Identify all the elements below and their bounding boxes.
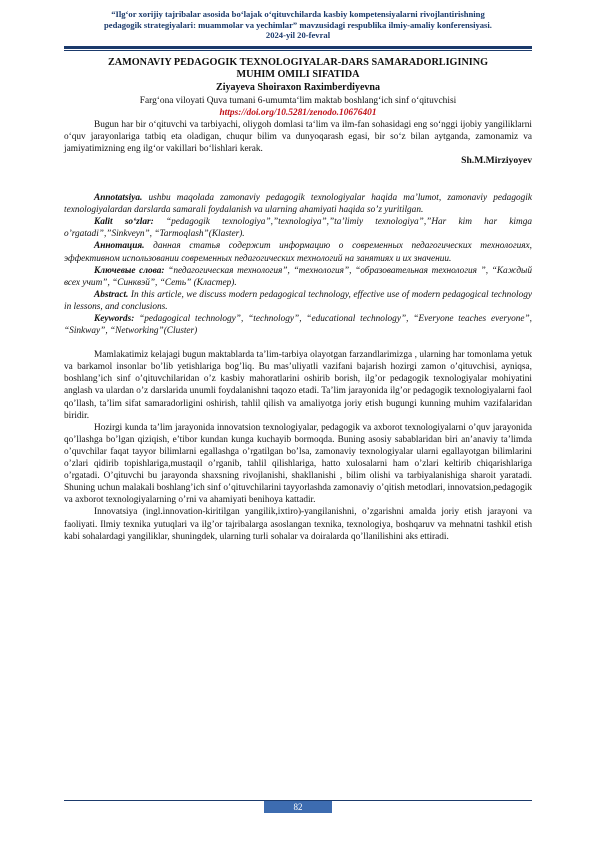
doi-line bbox=[64, 107, 532, 119]
keywords-uz-text: “pedagogik texnologiya”,”texnologiya”,”ta’limiy texnologiya”,”Har kim har kimga o’rgatadi”,”Sinkveyn”, “Tarmoqlash”(Klaster). bbox=[64, 217, 532, 240]
conference-header-date: 2024-yil 20-fevral bbox=[265, 30, 331, 40]
spacer bbox=[64, 337, 532, 349]
keywords-ru-text: “педагогическая технология”, “технология”, “образовательная технология ”, “Каждый всех учит”, “Синквэй”, “Сеть” (Кластер). bbox=[64, 265, 533, 288]
article-title bbox=[64, 57, 532, 81]
abstract-en-label: Abstract. bbox=[94, 289, 129, 300]
abstract-ru bbox=[64, 240, 532, 264]
epigraph-author: Sh.M.Mirziyoyev bbox=[461, 154, 532, 166]
conference-header-line-2: pedagogik strategiyalari: muammolar va yechimlar” mavzusidagi respublika ilmiy-amaliy konferensiyasi. bbox=[104, 19, 492, 30]
article-title-line-2: MUHIM OMILI SIFATIDA bbox=[236, 69, 360, 81]
article-author: Ziyayeva Shoiraxon Raximberdiyevna bbox=[216, 82, 380, 94]
page-footer bbox=[64, 800, 532, 814]
abstract-uz-text: ushbu maqolada zamonaviy pedagogik texnologiyalar haqida ma’lumot, zamonaviy pedagogik texnologiyalardan darslarda samarali foydalanish va ularning ahamiyati haqida so’z yuritilgan. bbox=[64, 193, 532, 216]
abstract-uz-label: Annotatsiya. bbox=[94, 193, 143, 204]
keywords-ru-label: Ключевые слова: bbox=[94, 265, 165, 276]
body-paragraph-1: Mamlakatimiz kelajagi bugun maktablarda ta’lim-tarbiya olayotgan farzandlarimizga , ularning har tomonlama yetuk va barkamol insonlar bo’lib yetishlariga bog’liq. Bu mas’uliyatli vazifani bajarish hozirgi zamon o’qituvchisi, ayniqsa, boshlang’ich sinf o’qituvchilaridan o’z kasbiy mahoratlarini oshirib borish, ilg’or pedagogik texnologiyalar mohiyatini anglash va ulardan o’z darslarida unumli foydalanishni taqozo etadi. Ta’lim jarayonida ilg’or pedagogik texnologiyalarni faol qo’llash, ta’lim sifat samaradorligini oshirish, tahlil qilish va amaliyotga joriy etish bugungi kunning muhim vazifalaridan biridir. bbox=[64, 350, 532, 421]
epigraph-text: Bugun har bir o‘qituvchi va tarbiyachi, oliygoh domlasi ta‘lim va ilm-fan sohasidagi eng so‘nggi ijobiy yangiliklarni o‘quv jarayonlariga tatbiq eta oladigan, chuqur bilim va dunyoqarash egasi, bir so‘z bilan aytganda, zamonamiz va jamiyatimizning eng ilg‘or vakillari bo‘lishlari kerak. bbox=[64, 119, 532, 154]
abstract-en-text: In this article, we discuss modern pedagogical technology, effective use of modern pedagogical technology in lessons, and conclusions. bbox=[64, 289, 532, 312]
author-affiliation: Farg‘ona viloyati Quva tumani 6-umumta‘lim maktab boshlang‘ich sinf o‘qituvchisi bbox=[139, 95, 457, 106]
keywords-en-label: Keywords: bbox=[94, 314, 135, 324]
article-title-line-1: ZAMONAVIY PEDAGOGIK TEXNOLOGIYALAR-DARS SAMARADORLIGINING bbox=[107, 57, 489, 68]
keywords-uz bbox=[64, 216, 532, 240]
doi-link[interactable]: https://doi.org/10.5281/zenodo.10676401 bbox=[219, 107, 377, 118]
abstract-uz bbox=[64, 192, 532, 216]
keywords-uz-label: Kalit so‘zlar: bbox=[94, 217, 154, 228]
keywords-en-text: “pedagogical technology”, “technology”, “educational technology”, “Everyone teaches everyone”, “Sinkway”, “Networking”(Cluster) bbox=[64, 314, 532, 337]
body-paragraph-2: Hozirgi kunda ta’lim jarayonida innovatsion texnologiyalar, pedagogik va axborot texnologiyalarni o’quv jarayonida qo’llashga bo’lgan qiziqish, e’tibor kundan kunga kuchayib bormoqda. Buning asosiy sabablaridan biri an’anaviy ta’limda o’quvchilar faqat tayyor bilimlarni egallashga o’rgatilgan bo’lsa, zamonaviy texnologiyalar ularni egallayotgan bilimlarini o’zlari qidirib topishlariga,mustaqil o’rganib, tahlil qilishlariga, hatto xulosalarni ham o’zlari keltirib chiqarishlariga o’rgatadi. O’qituvchi bu jarayonda shaxsning rivojlanishi, shakllanishi , bilim olishi va tarbiyalanishiga sharoit yaratadi. Shuning uchun malakali boshlang’ich sinf o’qituvchilarini tayyorlashda zamonaviy o’qitish metodlari, innovatsion,pedagogik va axborot texnologiyalarning o’rni va ahamiyati benihoya kattadir. bbox=[64, 422, 532, 506]
article-content bbox=[64, 57, 532, 543]
spacer bbox=[64, 180, 532, 192]
header-rule-thin bbox=[64, 50, 532, 51]
conference-header-line-1: “Ilg‘or xorijiy tajribalar asosida bo‘lajak o‘qituvchilarda kasbiy kompetensiyalarni rivojlantirishning bbox=[111, 9, 485, 19]
abstract-ru-label: Аннотация. bbox=[94, 241, 145, 252]
page-number: 82 bbox=[264, 801, 332, 813]
abstract-ru-text: данная статья содержит информацию о современных педагогических технологиях, эффективном использовании современных педагогических технологий на занятиях и их значении. bbox=[64, 241, 532, 264]
abstract-en bbox=[64, 289, 532, 313]
header-rule-thick bbox=[64, 46, 532, 49]
body-paragraph-3: Innovatsiya (ingl.innovation-kiritilgan yangilik,ixtiro)-yangilanishni, o’zgarishni amalda joriy etish jarayoni va faoliyati. Ilmiy texnika yutuqlari va ilg’or tajribalarga asoslangan texnika, texnologiya, boshqaruv va mehnatni tashkil etish kabi sohalardagi yangiliklar, shuningdek, ularning turli sohalar va doiralarda qo’llanilishini aks ettiradi. bbox=[64, 507, 532, 542]
conference-header bbox=[70, 9, 526, 41]
keywords-ru bbox=[64, 265, 532, 289]
keywords-en bbox=[64, 313, 532, 337]
